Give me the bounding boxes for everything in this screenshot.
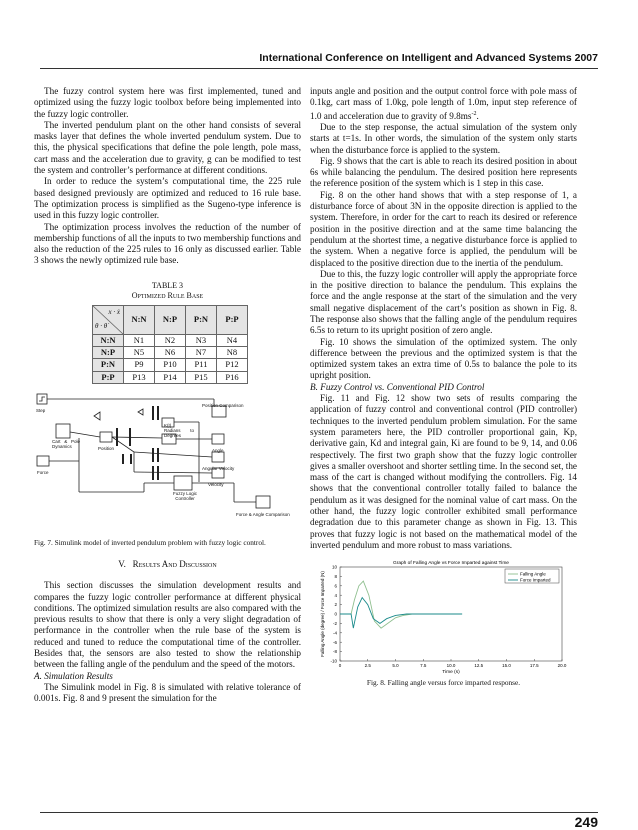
corner-diagonal: [93, 306, 123, 334]
angle-label: Angle: [212, 447, 224, 453]
col-header: P:N: [186, 305, 217, 334]
position-label: Position: [98, 445, 115, 451]
x-tick-label: 12.5: [474, 663, 484, 669]
simulink-diagram: [34, 392, 301, 532]
y-tick-label: 2: [334, 602, 337, 608]
corner-x-label: x · ẋ: [108, 307, 120, 316]
text-run: inputs angle and position and the output control force with pole mass of 0.1kg, cart mass of 1.0kg, pole length of 1.0m, input step reference of 1.0 and acceleration due to gravity of 9.8ms: [310, 86, 577, 121]
fig8-chart: [310, 557, 577, 675]
table-cell: N2: [155, 334, 186, 346]
force-label: Force: [37, 469, 49, 475]
section-number: V.: [118, 558, 126, 569]
conference-header: International Conference on Intelligent and Advanced Systems 2007: [259, 52, 598, 64]
table-cell: N7: [186, 347, 217, 359]
col-header: N:P: [155, 305, 186, 334]
text-run: .: [476, 110, 479, 121]
table-cell: P12: [217, 359, 248, 371]
x-tick-label: 7.5: [420, 663, 427, 669]
y-tick-label: -10: [330, 658, 337, 664]
section-title: Results And Discussion: [132, 558, 217, 569]
y-tick-label: 8: [334, 574, 337, 580]
y-tick-label: 10: [331, 564, 337, 570]
paragraph: The fuzzy control system here was first implemented, tuned and optimized using the fuzzy logic toolbox before being implemented into the fuzzy logic controller.: [34, 86, 301, 119]
right-column: [310, 86, 577, 689]
flc-label: Fuzzy Logic Controller: [172, 490, 197, 501]
position-comparison-label: Position Comparison: [202, 402, 244, 408]
y-tick-label: 6: [334, 583, 337, 589]
table-cell: P11: [186, 359, 217, 371]
table-cell: P13: [124, 371, 155, 383]
paragraph: [310, 86, 577, 122]
legend-label: Falling Angle: [520, 571, 546, 577]
row-header: N:N: [93, 334, 124, 346]
row-header: P:P: [93, 371, 124, 383]
paragraph: Due to the step response, the actual simulation of the system only starts at t=1s. In other words, the simulation of the system only starts when the disturbance force is applied to the system.: [310, 121, 577, 155]
paragraph: In order to reduce the system’s computational time, the 225 rule based designed previously are optimized and reduced to 16 rule base. The optimization process is simplified as the Sugeno-type inference is used in this fuzzy logic controller.: [34, 176, 301, 221]
x-tick-label: 0: [338, 663, 342, 669]
table-cell: N6: [155, 347, 186, 359]
table-cell: P14: [155, 371, 186, 383]
y-axis-label: Falling Angle (degree) / Force Imparted (N): [320, 571, 325, 658]
paragraph: Fig. 8 on the other hand shows that with a step response of 1, a disturbance force of about 3N in the opposite direction is applied to the system. Therefore, in order for the cart to reach its desired or reference position in the positive direction and at the same time balancing the pendulum at the shortest time, a negative disturbance force is applied to the system. When a negative force is applied, the pendulum will be displaced to the positive direction due to the inertia of the pendulum.: [310, 189, 577, 268]
y-tick-label: -8: [332, 649, 337, 655]
chart-svg: [310, 557, 577, 675]
table-cell: P9: [124, 359, 155, 371]
gain-label: K(t): [164, 422, 172, 428]
table-number: TABLE 3: [151, 280, 184, 290]
x-axis-label: Time (s): [442, 670, 460, 676]
table-cell: N1: [124, 334, 155, 346]
table-title: Optimized Rule Base: [131, 290, 204, 300]
step-label: Step: [36, 407, 46, 413]
velocity-label: Velocity: [208, 481, 224, 487]
chart-title: Graph of Falling Angle vs Force Imparted against Time: [393, 561, 509, 567]
paragraph: Due to this, the fuzzy logic controller will apply the appropriate force in the positive direction to balance the pendulum. This explains the force and the angle response at the start of the simulation and the very small negative displacement of the cart’s position as shown in Fig. 8. The response also shows that the falling angle of the pendulum requires 6.5s to return to its upright position of zero angle.: [310, 268, 577, 336]
col-header: P:P: [217, 305, 248, 334]
angular-velocity-label: Angular Velocity: [202, 465, 235, 471]
legend-label: Force Imparted: [520, 577, 551, 583]
table-cell: N3: [186, 334, 217, 346]
table-cell: P16: [217, 371, 248, 383]
y-tick-label: 0: [334, 611, 337, 617]
paragraph: The inverted pendulum plant on the other hand consists of several masks layer that defines the whole inverted pendulum system. Due to this, the physical specifications that define the pole length, pole mass, cart mass and the acceleration due to gravity, g can be modified to test the system and controller’s performance at different conditions.: [34, 119, 301, 176]
cart-pole-label: Cart & Pole Dynamics: [52, 438, 80, 449]
paragraph: The Simulink model in Fig. 8 is simulated with relative tolerance of 0.001s. Fig. 8 and 9 present the simulation for the: [34, 681, 301, 704]
x-tick-label: 10.0: [446, 663, 456, 669]
y-tick-label: -4: [332, 630, 337, 636]
subsection-heading: B. Fuzzy Control vs. Conventional PID Control: [310, 381, 485, 392]
row-header: N:P: [93, 347, 124, 359]
paragraph: Fig. 9 shows that the cart is able to reach its desired position in about 6s while balancing the pendulum. The desired position here represents the reference position of the system which is 1 step in this case.: [310, 155, 577, 189]
x-tick-label: 5.0: [392, 663, 399, 669]
table-corner-cell: [93, 305, 124, 334]
table-cell: N5: [124, 347, 155, 359]
radians-label: Radians to Degrees: [164, 427, 194, 438]
paragraph: This section discusses the simulation development results and compares the fuzzy logic controller performance at different physical conditions. The optimized simulation results are also compared with the previous results to show that there is only a very slight degradation of performance in the controller when the rule base of the system is reduced and tuned to reduce the computational time of the controller. Besides that, the sensors are also tested to show the relationship between the falling angle of the pendulum and the speed of the motors.: [34, 580, 301, 670]
section-heading: [34, 559, 301, 570]
y-tick-label: 4: [334, 593, 337, 599]
paragraph: Fig. 11 and Fig. 12 show two sets of results comparing the application of fuzzy control and conventional control (PID controller) techniques to the inverted pendulum problem simulation. For the same system parameters here, the PID controller proportional gain, Kp, derivative gain, Kd and integral gain, Ki are found to be 9, 14, and 0.06 respectively. The first two graph show that the fuzzy logic controller gives a smaller overshoot and shorter settling time. In the second set, the mass of the cart is changed without modifying the controllers. Fig. 14 shows that the conventional controller totally failed to balance the pendulum as it was designed for the nominal value of cart mass. On the other hand, the fuzzy logic controller exhibited small performance degradation due to this parameter change as shown in Fig. 13. This proves that fuzzy logic is not based on the mathematical model of the inverted pendulum and more robust to mass variations.: [310, 393, 577, 550]
fig7-caption: Fig. 7. Simulink model of inverted pendulum problem with fuzzy logic control.: [34, 537, 266, 547]
rule-base-table: [92, 305, 248, 384]
col-header: N:N: [124, 305, 155, 334]
page-number: 249: [574, 814, 598, 830]
row-header: P:N: [93, 359, 124, 371]
subsection-heading: A. Simulation Results: [34, 670, 113, 681]
table-cell: P15: [186, 371, 217, 383]
corner-theta-label: θ · θ̇: [95, 322, 108, 331]
x-tick-label: 2.5: [364, 663, 371, 669]
header-rule: [40, 68, 598, 69]
y-tick-label: -6: [332, 640, 337, 646]
table-cell: P10: [155, 359, 186, 371]
table-caption: [34, 281, 301, 301]
x-tick-label: 20.0: [557, 663, 567, 669]
footer-rule: [40, 812, 598, 813]
paragraph: The optimization process involves the reduction of the number of membership functions of all the inputs to two membership functions and also the reduction of the 225 rules to 16 only as discussed earlier. Table 3 shows the newly optimized rule base.: [34, 221, 301, 266]
left-column: [34, 86, 301, 705]
x-tick-label: 15.0: [502, 663, 511, 669]
table-cell: N4: [217, 334, 248, 346]
y-tick-label: -2: [332, 621, 337, 627]
table-cell: N8: [217, 347, 248, 359]
paragraph: Fig. 10 shows the simulation of the optimized system. The only difference between the previous and the optimized system is that the optimized system takes an extra time of 0.5s to balance the pole to its upright position.: [310, 336, 577, 381]
fig8-caption: Fig. 8. Falling angle versus force imparted response.: [366, 678, 521, 688]
x-tick-label: 17.5: [529, 663, 539, 669]
superscript: -2: [471, 110, 477, 117]
force-angle-comparison-label: Force & Angle Comparison: [236, 511, 290, 517]
